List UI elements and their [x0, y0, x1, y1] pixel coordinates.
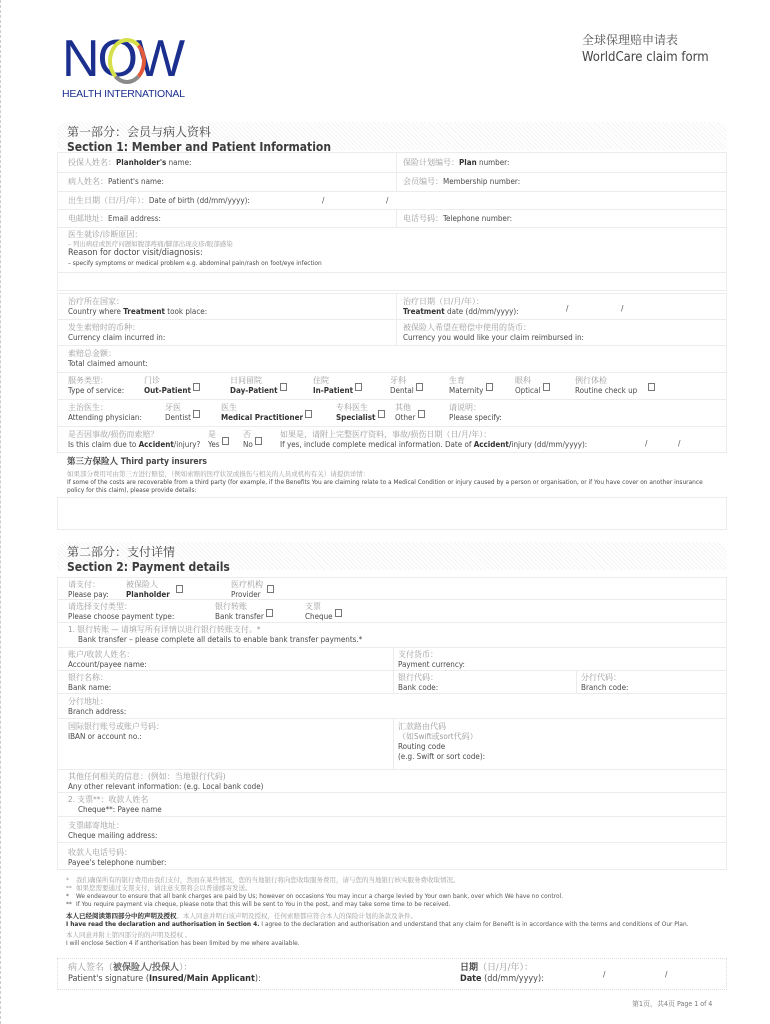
row-accident	[57, 427, 727, 453]
patient-signature-field[interactable]: 病人签名（被保险人/投保人）： Patient's signature (Insured/Main Applicant):	[68, 963, 261, 985]
date-separator: /	[678, 439, 681, 448]
form-title-cn: 全球保理赔申请表	[582, 33, 679, 47]
checkbox[interactable]	[355, 383, 362, 391]
page-number: 第1页，共4页 Page 1 of 4	[632, 1000, 713, 1008]
declaration-en: I have read the declaration and authorisation in Section 4. I agree to the declaration and authorisation and understand that any claim for Benefit is in accordance with the terms and conditions of Our Plan.	[66, 919, 689, 928]
option-in-patient[interactable]: 住院 In-Patient	[313, 376, 362, 396]
iban-field[interactable]: 国际银行账号或账户号码： IBAN or account no.:	[68, 722, 164, 741]
section1-header	[57, 122, 727, 154]
reason-label-cn: 医生就诊/诊断原因：	[68, 230, 143, 239]
section2-title-en: Section 2: Payment details	[67, 560, 230, 574]
third-party-section	[57, 453, 727, 497]
planholder-name-field[interactable]: 投保人姓名：Planholder's name:	[68, 158, 192, 167]
option-maternity[interactable]: 生育 Maternity	[449, 376, 493, 396]
service-type-label: 服务类型： Type of service:	[68, 376, 125, 395]
reason-hint-cn: – 列出病症或医疗问题如腹部疼痛/脚部出现皮疹/眼部感染	[68, 240, 233, 248]
option-provider[interactable]: 医疗机构 Provider	[231, 580, 274, 600]
bank-transfer-heading: 1. 银行转账 — 请填写所有详情以进行银行转账支付。* Bank transfer – please complete all details to enable bank transfer payments.*	[57, 623, 727, 648]
now-health-logo	[62, 30, 222, 100]
declaration-cn: 本人已经阅读第四部分中的声明及授权。本人同意并明白该声明及授权，任何索赔都应符合本人的保险计划的条款及条件。	[66, 911, 417, 920]
payee-telephone-field[interactable]: 收款人电话号码： Payee's telephone number:	[57, 843, 727, 870]
account-payee-name-field[interactable]: 账户/收款人姓名： Account/payee name:	[68, 650, 147, 669]
row-account	[57, 648, 727, 671]
option-dentist[interactable]: 牙医 Dentist	[165, 403, 200, 423]
treatment-date-field[interactable]: 治疗日期（日/月/年）： Treatment date (dd/mm/yyyy):	[403, 297, 519, 316]
checkbox[interactable]	[305, 410, 312, 418]
third-party-text-cn: 如果部分费用可由第三方进行赔偿，（例如索赔的医疗状况或损伤与相关的人员或机构有关）请提供详情：	[67, 469, 370, 478]
accident-date-field[interactable]: 如果是，请附上完整医疗资料，事故/损伤日期（日/月/年）： If yes, include complete medical information. Date of Accident/injury (dd/mm/yyyy):	[280, 430, 588, 449]
reason-field[interactable]	[57, 228, 727, 273]
reason-label-en: Reason for doctor visit/diagnosis:	[68, 248, 203, 259]
option-yes[interactable]: 是 Yes	[208, 430, 229, 450]
option-day-patient[interactable]: 日间留院 Day-Patient	[230, 376, 287, 396]
option-bank-transfer[interactable]: 银行转账 Bank transfer	[215, 602, 273, 622]
date-separator: /	[621, 304, 624, 313]
checkbox[interactable]	[648, 383, 655, 391]
row-email	[57, 210, 727, 228]
option-planholder[interactable]: 被保险人 Planholder	[126, 580, 183, 600]
branch-code-field[interactable]: 分行代码： Branch code:	[581, 673, 629, 692]
total-amount-field[interactable]: 索赔总金额： Total claimed amount:	[57, 346, 727, 373]
payment-currency-field[interactable]: 支付货币： Payment currency:	[398, 650, 465, 669]
checkbox[interactable]	[543, 383, 550, 391]
treatment-country-field[interactable]: 治疗所在国家： Country where Treatment took place:	[68, 297, 208, 316]
page-edge	[0, 0, 2, 1024]
row-service-type	[57, 373, 727, 400]
option-out-patient[interactable]: 门诊 Out-Patient	[144, 376, 200, 396]
accident-label: 是否因事故/损伤而索赔？ Is this claim due to Accident/injury?	[68, 430, 201, 449]
row-patient	[57, 173, 727, 192]
checkbox[interactable]	[266, 609, 273, 617]
dob-field[interactable]: 出生日期（日/月/年）：Date of birth (dd/mm/yyyy):	[68, 196, 250, 205]
checkbox[interactable]	[486, 383, 493, 391]
bank-code-field[interactable]: 银行代码： Bank code:	[398, 673, 439, 692]
row-bank	[57, 671, 727, 694]
logo-wordmark: NOW	[62, 30, 184, 88]
date-separator: /	[665, 970, 668, 979]
membership-number-field[interactable]: 会员编号：Membership number:	[403, 177, 521, 186]
payment-type-label: 请选择支付类型： Please choose payment type:	[68, 602, 175, 621]
section2-title-cn: 第二部分：支付详情	[67, 545, 176, 559]
row-dob	[57, 192, 727, 210]
email-field[interactable]: 电邮地址：Email address:	[68, 214, 161, 223]
date-separator: /	[322, 196, 325, 205]
option-specialist[interactable]: 专科医生 Specialist	[336, 403, 385, 423]
footnotes: * 我们确保所有的银行费用由我们支付，然而在某些情况，您的当地银行将向您收取服务费用，请与您的当地银行核实服务费收取情况。 ** 如果您需要通过支票支付，请注意支票将会以普通邮寄发送。 * We endeavour to ensure that all bank charges are paid by Us; however on occasions You may incur a charge levied by Your own bank, over which We have no control. ** If You require payment via cheque, please note that this will be sent to You in the post, and may take some time to be received. 本人已经阅读第四部分中的声明及授权。本人同意并明白该声明及授权，任何索赔都应符合本人的保险计划的条款及条件。 I have read the declaration and authorisation in Section 4. I agree to the declaration and authorisation and understand that any claim for Benefit is in accordance with the terms and conditions of Our Plan. 本人同意并附上第四部分的的声明及授权 。 I will enclose Section 4 if anthorisation has been limited by me where available.	[66, 876, 689, 947]
third-party-title-en: Third party insurers	[120, 457, 207, 467]
option-cheque[interactable]: 支票 Cheque	[305, 602, 342, 622]
routing-code-field[interactable]: 汇款路由代码 （如Swift或sort代码） Routing code (e.g. Swift or sort code):	[398, 722, 486, 761]
option-dental[interactable]: 牙科 Dental	[390, 376, 423, 396]
logo-subtitle: HEALTH INTERNATIONAL	[62, 88, 185, 100]
row-planholder	[57, 152, 727, 173]
signature-box	[57, 958, 727, 990]
date-separator: /	[603, 970, 606, 979]
cheque-mailing-address-field[interactable]: 支票邮寄地址： Cheque mailing address:	[57, 817, 727, 843]
checkbox[interactable]	[280, 383, 287, 391]
checkbox[interactable]	[193, 410, 200, 418]
logo-ring-icon	[108, 38, 146, 84]
reason-hint-en: – specify symptoms or medical problem e.g. abdominal pain/rash on foot/eye infection	[68, 259, 322, 268]
date-separator: /	[386, 196, 389, 205]
option-no[interactable]: 否 No	[243, 430, 262, 450]
section2-header	[57, 542, 727, 574]
plan-number-field[interactable]: 保险计划编号：Plan number:	[403, 158, 510, 167]
section1-title-en: Section 1: Member and Patient Information	[67, 140, 332, 154]
option-routine-check-up[interactable]: 例行体检 Routine check up	[575, 376, 655, 396]
section1-title-cn: 第一部分：会员与病人资料	[67, 125, 212, 139]
currency-incurred-field[interactable]: 发生索赔时的币种： Currency claim incurred in:	[68, 323, 166, 342]
third-party-title-cn: 第三方保险人	[67, 457, 119, 467]
reason-input-area[interactable]	[57, 273, 727, 291]
checkbox[interactable]	[418, 410, 425, 418]
checkbox[interactable]	[416, 383, 423, 391]
option-medical-practitioner[interactable]: 医生 Medical Practitioner	[221, 403, 312, 423]
row-currency	[57, 320, 727, 346]
checkbox[interactable]	[267, 585, 274, 593]
currency-reimbursed-field[interactable]: 被保险人希望在赔偿中使用的货币： Currency you would like your claim reimbursed in:	[403, 323, 584, 342]
checkbox[interactable]	[193, 383, 200, 391]
checkbox[interactable]	[335, 609, 342, 617]
telephone-field[interactable]: 电话号码：Telephone number:	[403, 214, 513, 223]
enclose-en: I will enclose Section 4 if anthorisation has been limited by me where available.	[66, 938, 300, 947]
checkbox[interactable]	[255, 437, 262, 445]
row-iban	[57, 719, 727, 770]
patient-name-field[interactable]: 病人姓名：Patient's name:	[68, 177, 164, 186]
third-party-text-en: If some of the costs are recoverable from a third party (for example, if the Benefits You are claiming relate to a Medical Condition or injury caused by a person or organisation, or if You have cover on another insurance policy for this claim), please provide details:	[67, 477, 703, 494]
branch-address-field[interactable]: 分行地址： Branch address:	[57, 694, 727, 719]
physician-label: 主治医生： Attending physician:	[68, 403, 142, 422]
row-payment-type	[57, 600, 727, 623]
option-other[interactable]: 其他 Other	[395, 403, 425, 423]
row-physician	[57, 400, 727, 427]
please-pay-label: 请支付： Please pay:	[68, 580, 109, 599]
option-optical[interactable]: 眼科 Optical	[515, 376, 550, 396]
checkbox[interactable]	[176, 585, 183, 593]
checkbox[interactable]	[222, 437, 229, 445]
cheque-payee-name-field[interactable]: 2. 支票**：收款人姓名 Cheque**: Payee name	[57, 793, 727, 817]
checkbox[interactable]	[378, 410, 385, 418]
date-separator: /	[645, 439, 648, 448]
form-title-en: WorldCare claim form	[582, 50, 709, 65]
enclose-cn: 本人同意并附上第四部分的的声明及授权 。	[66, 930, 192, 939]
row-please-pay	[57, 577, 727, 600]
bank-name-field[interactable]: 银行名称： Bank name:	[68, 673, 112, 692]
date-separator: /	[566, 304, 569, 313]
specify-field[interactable]: 请说明： Please specify:	[449, 403, 502, 422]
form-title	[582, 33, 709, 66]
other-info-field[interactable]: 其他任何相关的信息：(例如：当地银行代码) Any other relevant information: (e.g. Local bank code)	[57, 770, 727, 793]
signature-date-field[interactable]: 日期（日/月/年）： Date (dd/mm/yyyy):	[460, 963, 544, 985]
third-party-details-input[interactable]	[57, 497, 727, 530]
row-treatment	[57, 293, 727, 320]
